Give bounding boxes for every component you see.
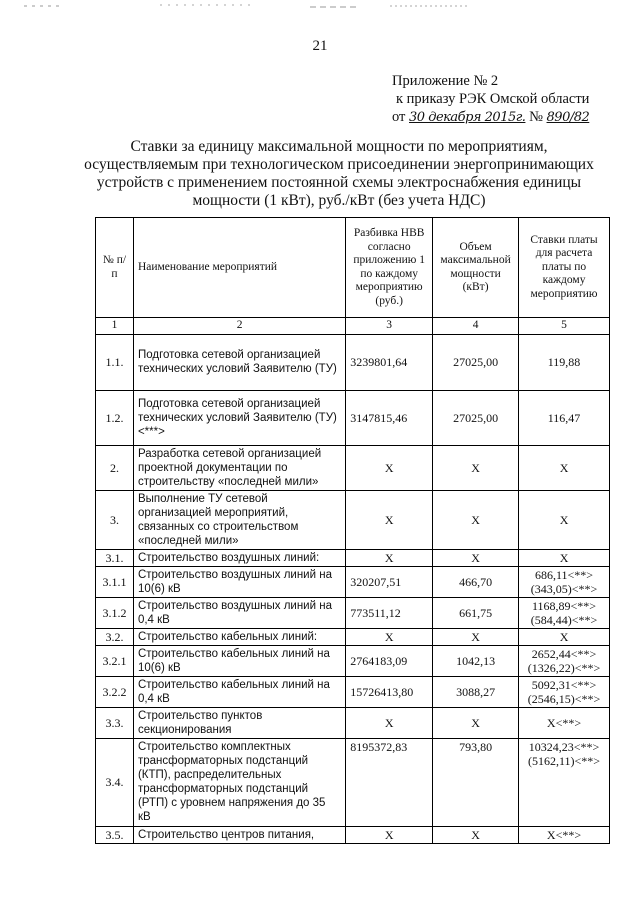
scan-noise <box>0 2 640 10</box>
row-power: 3088,27 <box>433 676 519 707</box>
document-title: Ставки за единицу максимальной мощности по мероприятиям, осуществляемым при технологическом присоединении энергопринимающих устройств с применением постоянной схемы электроснабжения единицы мощности (1 кВт), руб./кВт (без учета НДС) <box>84 138 594 209</box>
col-number: 4 <box>433 318 519 335</box>
rate-value: 1168,89<**> <box>531 598 597 613</box>
row-num: 3.2.2 <box>96 676 134 707</box>
header-power: Объем максимальной мощности (кВт) <box>433 218 519 318</box>
rate-value-half: (5162,11)<**> <box>527 753 601 768</box>
header-rate: Ставки платы для расчета платы по каждому мероприятию <box>519 218 610 318</box>
row-nvv: X <box>346 707 433 738</box>
row-nvv: X <box>346 445 433 490</box>
annex-date-line <box>392 108 589 127</box>
rate-value: 116,47 <box>547 410 581 425</box>
row-rate <box>519 676 610 707</box>
table-row <box>96 645 610 676</box>
rate-value-half: (1326,22)<**> <box>527 660 601 675</box>
rate-value: X <box>559 512 569 527</box>
row-name: Подготовка сетевой организацией технических условий Заявителю (ТУ) <***> <box>133 390 345 445</box>
header-num: № п/п <box>96 218 134 318</box>
row-name: Строительство воздушных линий на 10(6) кВ <box>133 566 345 597</box>
rate-value: X<**> <box>546 827 582 842</box>
annex-header <box>392 72 589 127</box>
row-power: 1042,13 <box>433 645 519 676</box>
rate-value: 5092,31<**> <box>531 677 597 692</box>
table-row <box>96 445 610 490</box>
number-label: № <box>529 109 543 125</box>
row-num: 3.3. <box>96 707 134 738</box>
row-rate <box>519 334 610 390</box>
row-name: Строительство пунктов секционирования <box>133 707 345 738</box>
row-nvv: 2764183,09 <box>346 645 433 676</box>
row-num: 2. <box>96 445 134 490</box>
table-row <box>96 490 610 549</box>
handwritten-date: 30 декабря 2015г. <box>409 110 526 125</box>
row-num: 3.2. <box>96 628 134 645</box>
handwritten-number: 890/82 <box>546 110 590 125</box>
row-nvv: 773511,12 <box>346 597 433 628</box>
row-name: Строительство воздушных линий на 0,4 кВ <box>133 597 345 628</box>
row-nvv: 3147815,46 <box>346 390 433 445</box>
rate-value: 686,11<**> <box>534 567 594 582</box>
row-name: Строительство центров питания, <box>133 826 345 843</box>
table-row <box>96 390 610 445</box>
row-name: Строительство кабельных линий: <box>133 628 345 645</box>
row-num: 3.5. <box>96 826 134 843</box>
row-num: 1.1. <box>96 334 134 390</box>
row-power: 27025,00 <box>433 334 519 390</box>
rate-value: X <box>559 460 569 475</box>
row-rate <box>519 738 610 826</box>
table-row <box>96 826 610 843</box>
row-name: Строительство воздушных линий: <box>133 549 345 566</box>
row-power: X <box>433 490 519 549</box>
row-num: 3.2.1 <box>96 645 134 676</box>
row-num: 3.1. <box>96 549 134 566</box>
rate-value: X <box>559 550 569 565</box>
rate-value: 10324,23<**> <box>528 739 600 754</box>
row-rate <box>519 390 610 445</box>
row-nvv: X <box>346 628 433 645</box>
rates-table <box>95 217 610 844</box>
row-nvv: 320207,51 <box>346 566 433 597</box>
row-name: Разработка сетевой организацией проектной документации по строительству «последней мили» <box>133 445 345 490</box>
table-row <box>96 707 610 738</box>
col-number: 1 <box>96 318 134 335</box>
row-rate <box>519 826 610 843</box>
row-num: 3. <box>96 490 134 549</box>
row-nvv: X <box>346 826 433 843</box>
rate-value: X <box>559 629 569 644</box>
row-power: X <box>433 826 519 843</box>
rate-value: X<**> <box>546 715 582 730</box>
row-rate <box>519 597 610 628</box>
column-number-row <box>96 318 610 335</box>
row-rate <box>519 645 610 676</box>
row-nvv: 15726413,80 <box>346 676 433 707</box>
row-power: X <box>433 628 519 645</box>
table-row <box>96 334 610 390</box>
annex-order-ref: к приказу РЭК Омской области <box>396 91 590 107</box>
row-rate <box>519 628 610 645</box>
row-name: Строительство кабельных линий на 0,4 кВ <box>133 676 345 707</box>
row-name: Строительство комплектных трансформаторных подстанций (КТП), распределительных трансформаторных подстанций (РТП) с уровнем напряжения до 35 кВ <box>133 738 345 826</box>
row-rate <box>519 445 610 490</box>
row-num: 3.1.1 <box>96 566 134 597</box>
annex-title: Приложение № 2 <box>392 73 499 89</box>
row-nvv: X <box>346 549 433 566</box>
rate-value: 119,88 <box>547 355 581 369</box>
rate-value: 2652,44<**> <box>531 646 597 661</box>
row-num: 1.2. <box>96 390 134 445</box>
table-row <box>96 566 610 597</box>
rate-value-half: (584,44)<**> <box>530 612 598 627</box>
row-num: 3.1.2 <box>96 597 134 628</box>
col-number: 5 <box>519 318 610 335</box>
row-nvv: X <box>346 490 433 549</box>
row-power: 466,70 <box>433 566 519 597</box>
row-power: 793,80 <box>433 738 519 826</box>
row-name: Подготовка сетевой организацией технических условий Заявителю (ТУ) <box>133 334 345 390</box>
row-name: Строительство кабельных линий на 10(6) кВ <box>133 645 345 676</box>
row-power: X <box>433 707 519 738</box>
header-row <box>96 218 610 318</box>
row-power: X <box>433 445 519 490</box>
rate-value-half: (2546,15)<**> <box>527 691 601 706</box>
row-nvv: 8195372,83 <box>346 738 433 826</box>
header-nvv: Разбивка НВВ согласно приложению 1 по каждому мероприятию (руб.) <box>346 218 433 318</box>
row-num: 3.4. <box>96 738 134 826</box>
from-label: от <box>392 109 406 125</box>
col-number: 3 <box>346 318 433 335</box>
page-number: 21 <box>312 38 328 54</box>
row-power: 661,75 <box>433 597 519 628</box>
table-row <box>96 738 610 826</box>
header-name: Наименование мероприятий <box>133 218 345 318</box>
row-power: 27025,00 <box>433 390 519 445</box>
row-rate <box>519 490 610 549</box>
table-row <box>96 628 610 645</box>
table-row <box>96 597 610 628</box>
row-rate <box>519 566 610 597</box>
row-nvv: 3239801,64 <box>346 334 433 390</box>
row-power: X <box>433 549 519 566</box>
rate-value-half: (343,05)<**> <box>530 581 598 596</box>
col-number: 2 <box>133 318 345 335</box>
table-row <box>96 549 610 566</box>
table-row <box>96 676 610 707</box>
row-rate <box>519 549 610 566</box>
row-rate <box>519 707 610 738</box>
row-name: Выполнение ТУ сетевой организацией мероприятий, связанных со строительством «последней мили» <box>133 490 345 549</box>
